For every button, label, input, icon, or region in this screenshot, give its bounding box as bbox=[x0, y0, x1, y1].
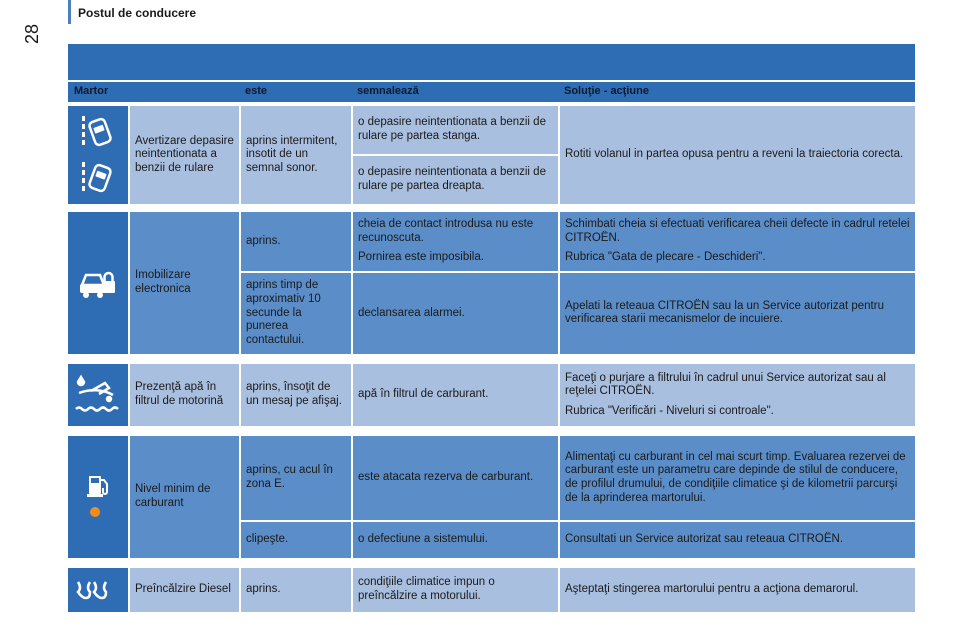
solution: Aşteptaţi stingerea martorului pentru a acţiona demarorul. bbox=[558, 568, 915, 612]
signal-start-impossible: Pornirea este imposibila. bbox=[358, 251, 484, 264]
solution-consult-service: Consultati un Service autorizat sau reteaua CITROËN. bbox=[558, 522, 915, 558]
icon-cell bbox=[68, 364, 128, 426]
water-in-fuel-icon bbox=[73, 373, 123, 417]
solution-purge-filter: Faceţi o purjare a filtrului în cadrul unui Service autorizat sau al reţelei CITROËN. bbox=[565, 371, 886, 398]
page-number: 28 bbox=[22, 23, 42, 44]
light-name: Nivel minim de carburant bbox=[128, 436, 239, 558]
table-row-diesel-preheating bbox=[68, 568, 915, 612]
signal-subrows bbox=[351, 106, 558, 204]
icon-cell bbox=[68, 212, 128, 354]
table-header-row bbox=[68, 82, 915, 102]
column-header-solutie: Soluţie - acţiune bbox=[564, 85, 649, 97]
column-header-semnaleaza: semnalează bbox=[357, 85, 419, 97]
light-state: aprins. bbox=[239, 568, 351, 612]
solution-reference: Rubrica "Gata de plecare - Deschideri". bbox=[565, 251, 766, 264]
lane-departure-icon bbox=[76, 112, 120, 198]
signal-alarm: declansarea alarmei. bbox=[351, 273, 558, 354]
column-header-este: este bbox=[245, 85, 268, 97]
light-name: Preîncălzire Diesel bbox=[128, 568, 239, 612]
light-name: Avertizare depasire neintentionata a benzii de rulare bbox=[128, 106, 239, 204]
icon-cell bbox=[68, 106, 128, 204]
glow-plug-icon bbox=[74, 579, 122, 601]
solution-reference: Rubrica "Verificări - Niveluri si controale". bbox=[565, 404, 774, 417]
fuel-warning-dot bbox=[90, 507, 100, 517]
fuel-subrows bbox=[239, 436, 915, 558]
solution-refuel: Alimentaţi cu carburant in cel mai scurt timp. Evaluarea rezervei de carburant este un parametru care depinde de stilul de conducere, de profilul drumului, de condiţiile climatice şi de kilometrii parcurşi de la aprinderea martorului. bbox=[558, 436, 915, 520]
table-row-lane-departure bbox=[68, 106, 915, 204]
table-row-fuel-level bbox=[68, 436, 915, 558]
light-name: Imobilizare electronica bbox=[128, 212, 239, 354]
solution: Rotiti volanul in partea opusa pentru a reveni la traiectoria corecta. bbox=[558, 106, 915, 204]
light-state: aprins, cu acul în zona E. bbox=[239, 436, 351, 520]
warning-lights-table bbox=[68, 82, 915, 612]
signal: condiţiile climatice impun o preîncălzire a motorului. bbox=[351, 568, 558, 612]
table-row-immobilizer bbox=[68, 212, 915, 354]
light-state: clipeşte. bbox=[239, 522, 351, 558]
signal: apă în filtrul de carburant. bbox=[351, 364, 558, 426]
light-state: aprins intermitent, insotit de un semnal sonor. bbox=[239, 106, 351, 204]
signal-key-not-recognized: cheia de contact introdusa nu este recunoscuta. bbox=[358, 218, 534, 244]
light-state: aprins. bbox=[239, 212, 351, 271]
light-name: Prezenţă apă în filtrul de motorină bbox=[128, 364, 239, 426]
icon-cell bbox=[68, 568, 128, 612]
light-state: aprins timp de aproximativ 10 secunde la punerea contactului. bbox=[239, 273, 351, 354]
immobilizer-subrows bbox=[239, 212, 915, 354]
solution-change-key: Schimbati cheia si efectuati verificarea cheii defecte in cadrul retelei CITROËN. bbox=[565, 218, 910, 244]
signal-left: o depasire neintentionata a benzii de rulare pe partea stanga. bbox=[351, 106, 558, 154]
signal-reserve: este atacata rezerva de carburant. bbox=[351, 436, 558, 520]
section-title: Postul de conducere bbox=[78, 6, 197, 20]
table-row-water-in-fuel bbox=[68, 364, 915, 426]
icon-cell bbox=[68, 436, 128, 558]
column-header-martor: Martor bbox=[74, 85, 109, 97]
table-title-band bbox=[68, 44, 915, 80]
solution: Apelati la reteaua CITROËN sau la un Service autorizat pentru verificarea starii mecanismelor de incuiere. bbox=[558, 273, 915, 354]
fuel-pump-icon bbox=[83, 474, 113, 520]
light-state: aprins, însoţit de un mesaj pe afişaj. bbox=[239, 364, 351, 426]
immobilizer-lock-icon bbox=[78, 267, 118, 299]
signal-right: o depasire neintentionata a benzii de rulare pe partea dreapta. bbox=[351, 156, 558, 204]
signal-system-fault: o defectiune a sistemului. bbox=[351, 522, 558, 558]
section-accent-bar bbox=[68, 0, 71, 24]
